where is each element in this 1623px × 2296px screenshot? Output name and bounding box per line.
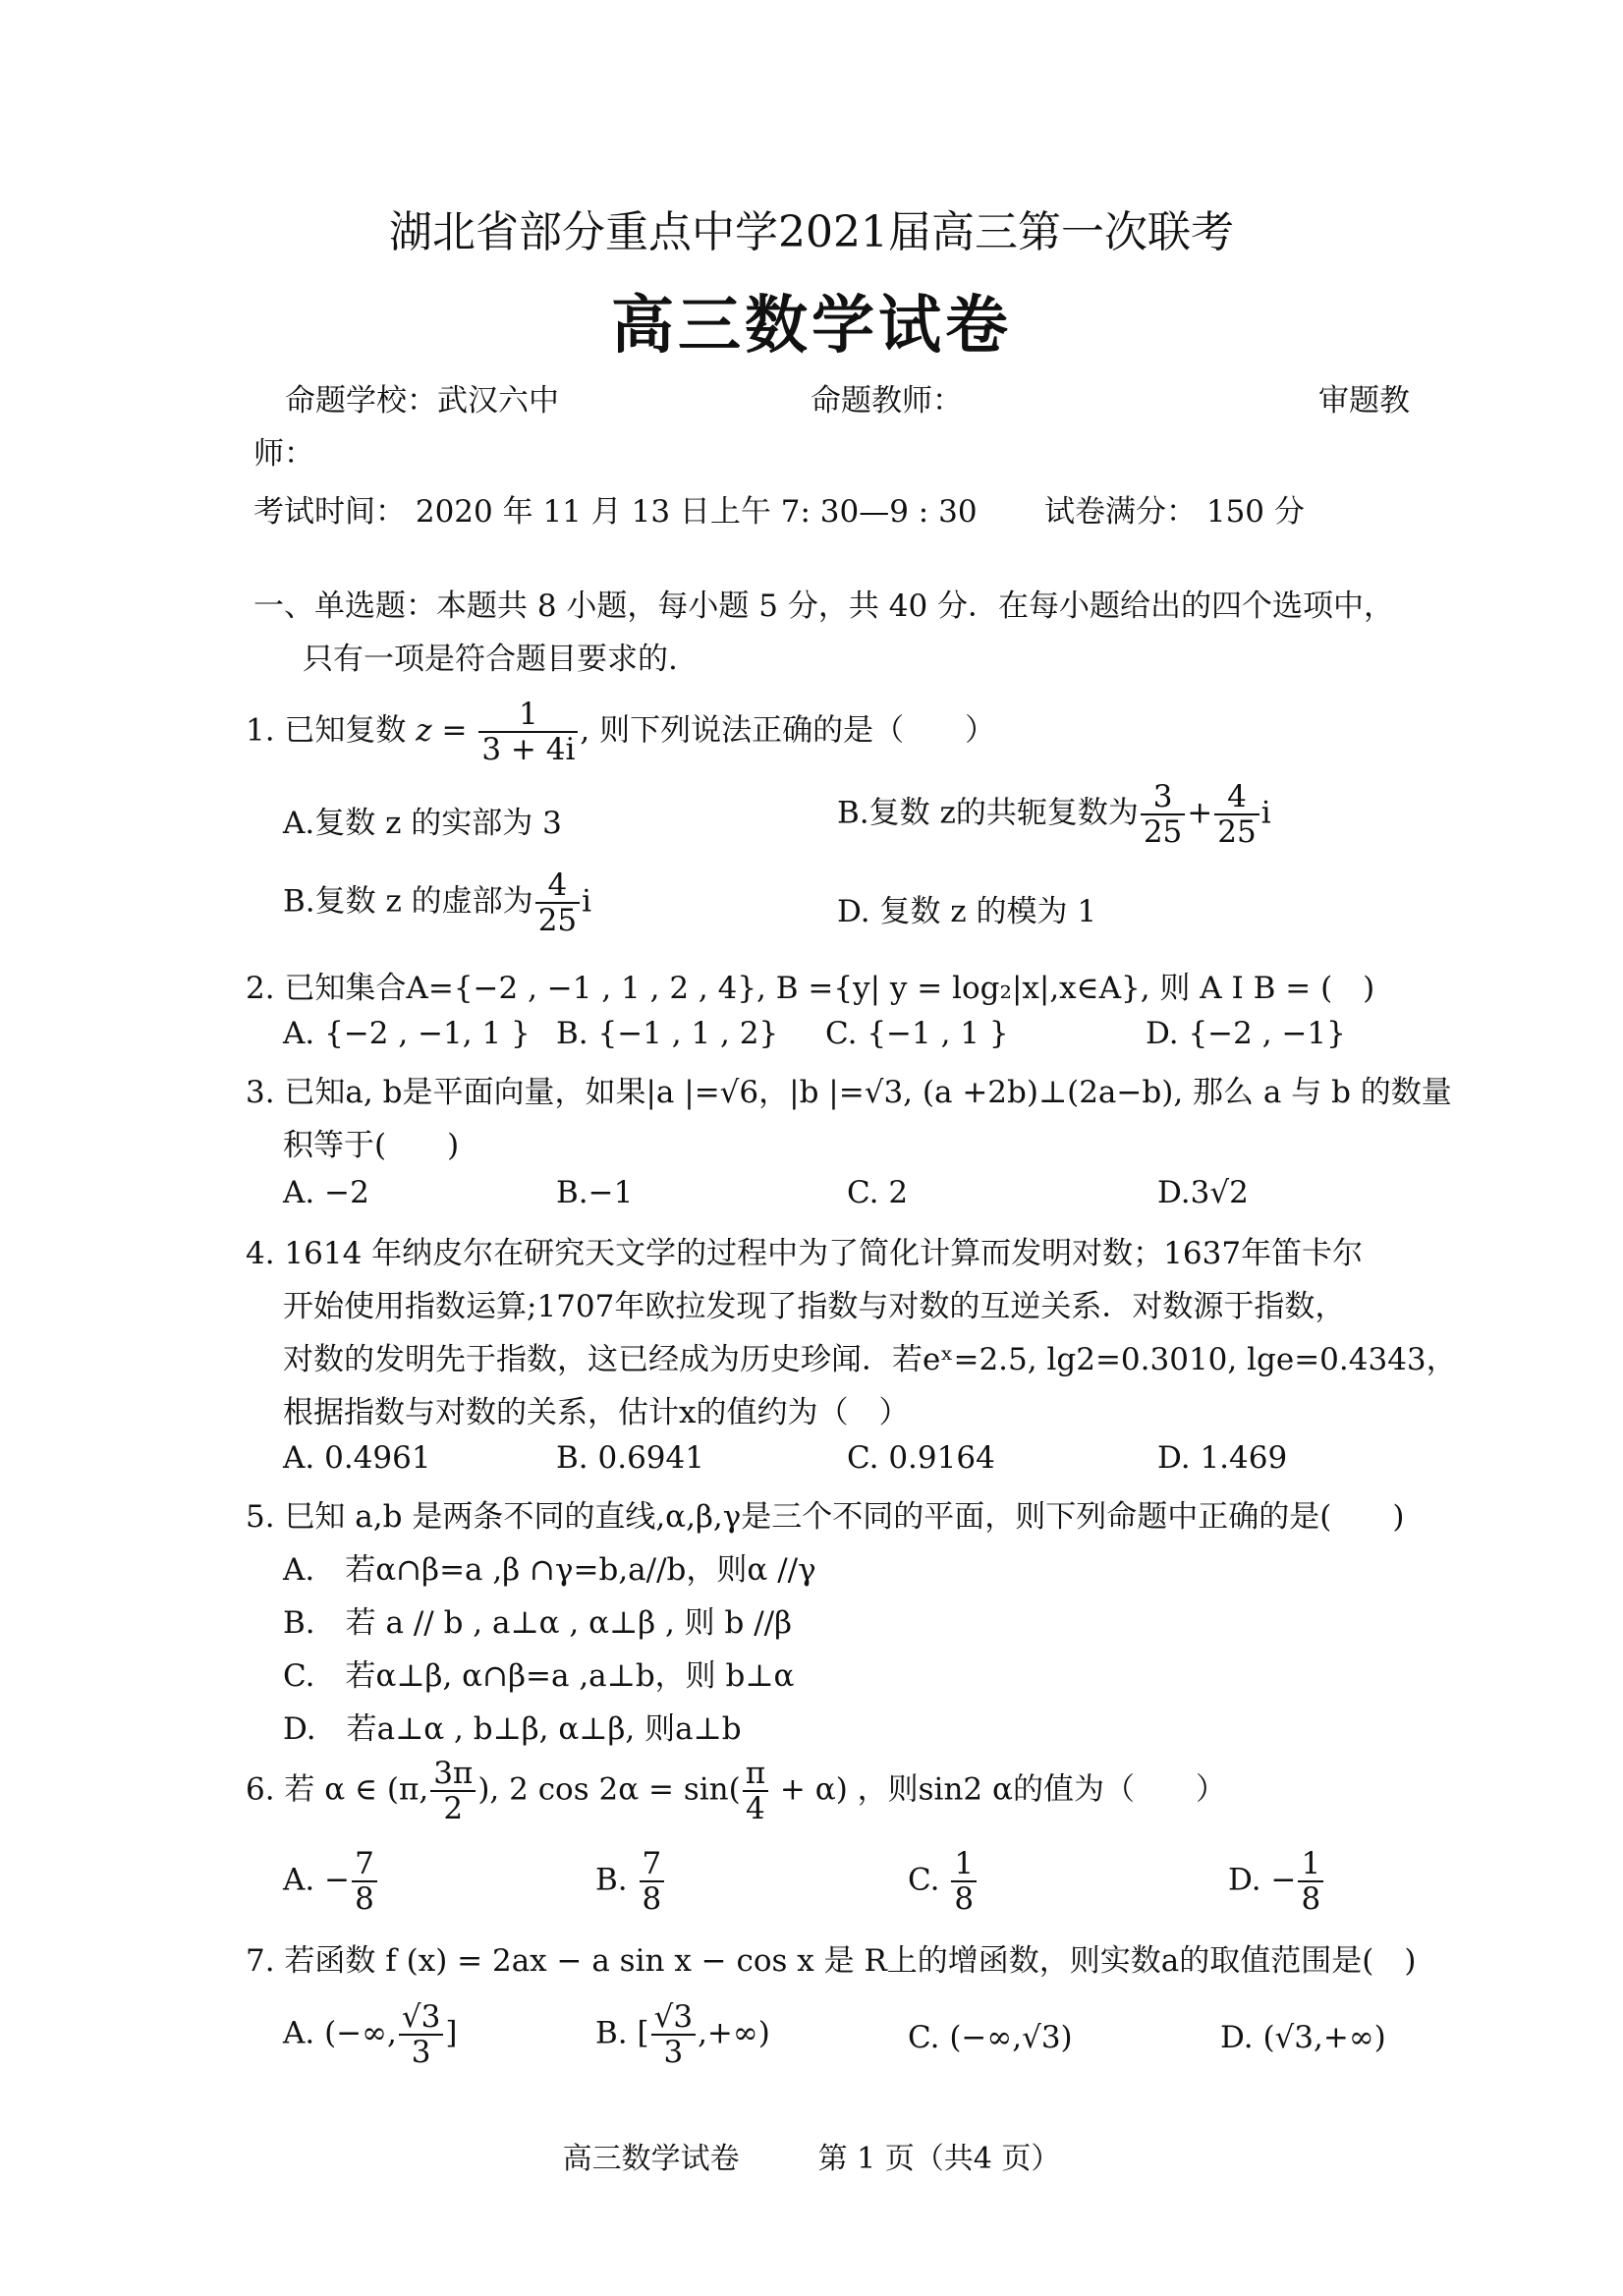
q6-option-b (595, 1847, 666, 1916)
q2-option-d: D. {−2 , −1} (1146, 1016, 1346, 1051)
q1-variable: z (416, 712, 432, 749)
q6-fraction-2 (743, 1757, 768, 1825)
q1-option-c-fraction (535, 868, 580, 937)
q1-fraction (478, 698, 578, 766)
q7-b-den: 3 (663, 2035, 684, 2071)
q1-c-num: 4 (535, 868, 580, 904)
q5-option-c: C. 若α⊥β, α∩β=a ,a⊥b，则 b⊥α (283, 1658, 795, 1694)
q2-option-b: B. {−1 , 1 , 2} (556, 1016, 779, 1051)
q1-c-imag: i (582, 883, 592, 920)
q6-b-label: B. (595, 1862, 638, 1898)
q7-option-d: D. (√3,+∞) (1220, 2020, 1386, 2055)
exam-title: 湖北省部分重点中学2021届高三第一次联考 (389, 207, 1234, 257)
q6-prefix: 6. 若 α ∈ (π, (246, 1771, 429, 1808)
q1-option-d: D. 复数 z 的模为 1 (837, 894, 1097, 929)
q1-fraction-denominator: 3 + 4i (481, 732, 576, 768)
q7-a-label: A. (−∞, (283, 2015, 397, 2051)
q7-b-close: ,+∞) (698, 2015, 770, 2051)
q1-option-c (283, 868, 591, 937)
q1-b-den2: 25 (1217, 814, 1257, 851)
q7-b-fraction (651, 2000, 696, 2069)
q6-num2: π (743, 1757, 768, 1792)
q6-den1: 2 (443, 1791, 464, 1827)
q5-option-d: D. 若a⊥α , b⊥β, α⊥β, 则a⊥b (283, 1711, 742, 1747)
section-heading-line2: 只有一项是符合题目要求的. (303, 642, 678, 677)
question-4-stem-line4: 根据指数与对数的关系，估计x的值约为（ ） (283, 1395, 910, 1430)
q6-fraction-1 (430, 1757, 476, 1825)
q7-option-a (283, 2000, 457, 2069)
question-3-stem-line2: 积等于( ) (283, 1128, 460, 1163)
question-7-stem: 7. 若函数 f (x) = 2ax − a sin x − cos x 是 R上的增函数，则实数a的取值范围是( ) (246, 1943, 1417, 1979)
question-4-stem-line2: 开始使用指数运算;1707年欧拉发现了指数与对数的互逆关系．对数源于指数， (283, 1289, 1346, 1324)
q1-option-b (837, 780, 1271, 849)
q6-a-num: 7 (352, 1847, 377, 1882)
exam-subtitle: 高三数学试卷 (611, 289, 1012, 363)
q3-option-d: D.3√2 (1157, 1175, 1249, 1210)
q3-option-c: C. 2 (847, 1175, 909, 1210)
q1-option-b-fraction-1 (1141, 780, 1185, 849)
q1-c-den: 25 (537, 903, 578, 939)
q6-d-den: 8 (1301, 1881, 1321, 1918)
exam-time: 考试时间： 2020 年 11 月 13 日上午 7: 30—9 : 30 (253, 494, 978, 530)
question-5-stem: 5. 巳知 a,b 是两条不同的直线,α,β,γ是三个不同的平面，则下列命题中正确的是( ) (246, 1499, 1405, 1535)
reviewer-info-part1: 审题教 (1318, 383, 1410, 419)
q1-b-num1: 3 (1141, 780, 1185, 815)
footer-page-number: 第 1 页（共4 页） (817, 2142, 1061, 2176)
section-heading-line1: 一、单选题：本题共 8 小题，每小题 5 分，共 40 分．在每小题给出的四个选项中， (253, 588, 1395, 624)
question-2-stem: 2. 已知集合A={−2 , −1 , 1 , 2 , 4}, B ={y| y = log₂|x|,x∈A}, 则 A I B = ( ) (246, 971, 1375, 1006)
q7-b-num: √3 (651, 2000, 696, 2036)
q1-b-plus: + (1187, 795, 1213, 831)
q6-d-fraction (1298, 1847, 1323, 1916)
question-3-stem-line1: 3. 已知a, b是平面向量，如果|a |=√6，|b |=√3, (a +2b)⊥(2a−b), 那么 a 与 b 的数量 (246, 1075, 1452, 1110)
q2-option-a: A. {−2 , −1, 1 } (283, 1016, 531, 1051)
q3-option-b: B.−1 (556, 1175, 634, 1210)
q6-d-label: D. − (1228, 1862, 1297, 1898)
q6-den2: 4 (746, 1791, 765, 1827)
q6-a-fraction (352, 1847, 377, 1916)
q1-option-c-text: B.复数 z 的虚部为 (283, 883, 533, 920)
q6-c-fraction (951, 1847, 977, 1916)
q6-option-d (1228, 1847, 1325, 1916)
school-info: 命题学校：武汉六中 (285, 383, 559, 419)
q6-c-label: C. (908, 1862, 950, 1898)
footer-title: 高三数学试卷 (562, 2142, 740, 2176)
q1-option-a: A.复数 z 的实部为 3 (283, 806, 562, 841)
q1-b-den1: 25 (1143, 814, 1183, 851)
question-6-stem (246, 1757, 1226, 1825)
q1-suffix: , 则下列说法正确的是（ ） (580, 712, 996, 749)
q4-option-b: B. 0.6941 (556, 1440, 704, 1476)
q6-num1: 3π (430, 1757, 476, 1792)
q6-c-num: 1 (951, 1847, 977, 1882)
q6-c-den: 8 (954, 1881, 975, 1918)
q1-option-b-text: B.复数 z的共轭复数为 (837, 795, 1139, 831)
q2-option-c: C. {−1 , 1 } (825, 1016, 1009, 1051)
q7-b-label: B. [ (595, 2015, 649, 2051)
q4-option-d: D. 1.469 (1157, 1440, 1288, 1476)
q7-a-num: √3 (399, 2000, 443, 2036)
q1-equals: = (431, 712, 477, 749)
q3-option-a: A. −2 (283, 1175, 369, 1210)
q5-option-b: B. 若 a // b , a⊥α , α⊥β , 则 b //β (283, 1605, 793, 1641)
exam-score: 试卷满分： 150 分 (1044, 494, 1305, 530)
q6-b-fraction (640, 1847, 665, 1916)
q1-option-b-fraction-2 (1214, 780, 1259, 849)
q7-a-close: ] (445, 2015, 458, 2051)
question-4-stem-line1: 4. 1614 年纳皮尔在研究天文学的过程中为了简化计算而发明对数；1637年笛卡尔 (246, 1236, 1364, 1271)
q4-option-c: C. 0.9164 (847, 1440, 995, 1476)
q6-suffix: + α) ，则sin2 α的值为（ ） (770, 1771, 1226, 1808)
q1-prefix: 1. 已知复数 (246, 712, 417, 749)
q6-a-label: A. − (283, 1862, 351, 1898)
q7-a-den: 3 (411, 2035, 431, 2071)
q6-option-c (908, 1847, 979, 1916)
q1-b-num2: 4 (1214, 780, 1259, 815)
q7-option-c: C. (−∞,√3) (908, 2020, 1073, 2055)
q6-a-den: 8 (355, 1881, 374, 1918)
q6-b-num: 7 (640, 1847, 665, 1882)
page-footer (0, 2134, 1623, 2177)
q1-fraction-numerator: 1 (478, 698, 578, 733)
q6-middle: ), 2 cos 2α = sin( (477, 1771, 741, 1808)
q6-b-den: 8 (642, 1881, 662, 1918)
q7-option-b (595, 2000, 770, 2069)
q1-b-imag: i (1260, 795, 1271, 831)
q6-d-num: 1 (1298, 1847, 1323, 1882)
teacher-info: 命题教师： (811, 383, 963, 419)
question-4-stem-line3: 对数的发明先于指数，这已经成为历史珍闻．若eˣ=2.5, lg2=0.3010, lge=0.4343， (283, 1342, 1457, 1377)
question-1-stem (246, 698, 995, 766)
q6-option-a (283, 1847, 379, 1916)
q7-a-fraction (399, 2000, 443, 2069)
q4-option-a: A. 0.4961 (283, 1440, 431, 1476)
q5-option-a: A. 若α∩β=a ,β ∩γ=b,a//b，则α //γ (283, 1552, 816, 1588)
reviewer-info-part2: 师： (253, 436, 314, 472)
